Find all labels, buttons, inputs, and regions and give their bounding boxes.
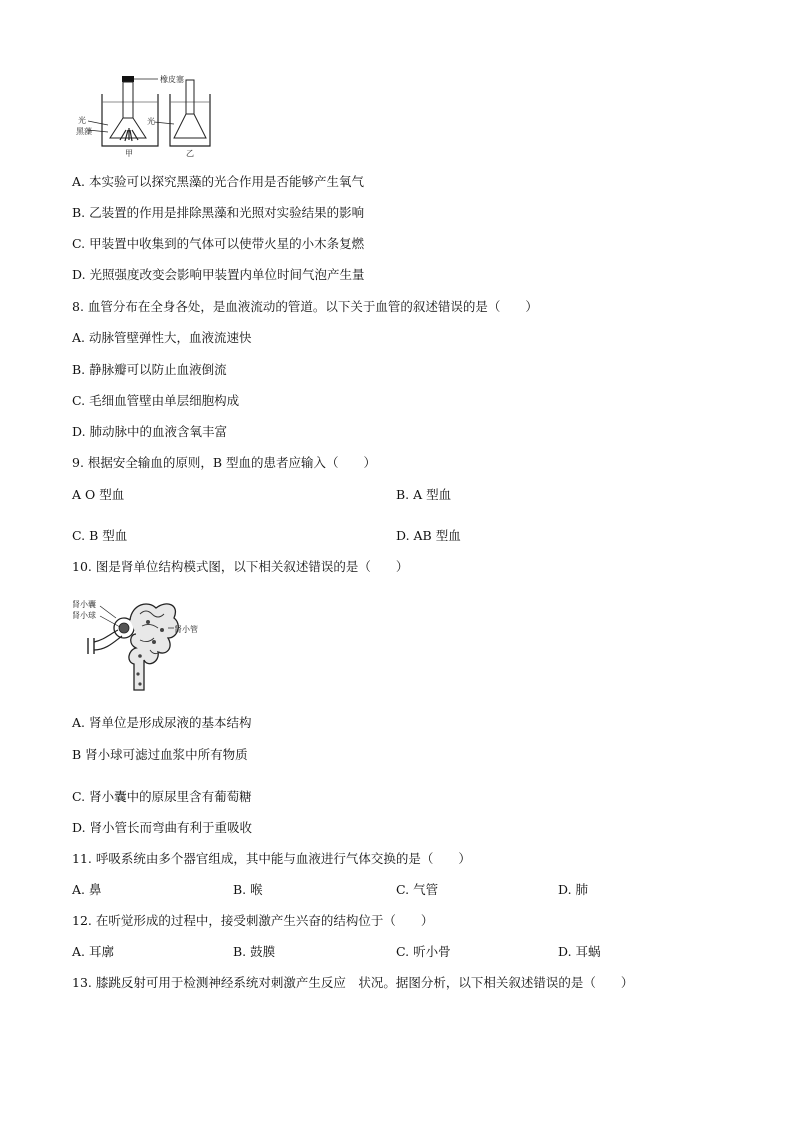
q10-option-d: D. 肾小管长而弯曲有利于重吸收 — [72, 820, 253, 835]
q11-option-c: C. 气管 — [396, 882, 439, 897]
light-label-yi: 光 — [147, 117, 155, 126]
q8-option-a: A. 动脉管壁弹性大，血液流速快 — [72, 330, 252, 345]
q8-stem: 8. 血管分布在全身各处，是血液流动的管道。以下关于血管的叙述错误的是（ ） — [72, 299, 538, 314]
q10-option-c: C. 肾小囊中的原尿里含有葡萄糖 — [72, 789, 252, 804]
q8-option-c: C. 毛细血管壁由单层细胞构成 — [72, 393, 240, 408]
glomerulus-label: 肾小球 — [72, 611, 96, 620]
algae-label: 黑藻 — [76, 127, 92, 136]
rubber-stopper-label: 橡皮塞 — [160, 75, 184, 84]
q11-option-b: B. 喉 — [233, 882, 263, 897]
q11-option-d: D. 肺 — [558, 882, 589, 897]
light-label-jia: 光 — [78, 116, 86, 125]
q7-option-b: B. 乙装置的作用是排除黑藻和光照对实验结果的影响 — [72, 205, 365, 220]
q12-option-b: B. 鼓膜 — [233, 944, 276, 959]
q13-stem: 13. 膝跳反射可用于检测神经系统对刺激产生反应 状况。据图分析，以下相关叙述错误的是（ ） — [72, 975, 634, 990]
q8-option-d: D. 肺动脉中的血液含氧丰富 — [72, 424, 228, 439]
renal-capsule-label: 肾小囊 — [72, 600, 96, 609]
q9-option-b: B. A 型血 — [396, 487, 452, 502]
q7-option-d: D. 光照强度改变会影响甲装置内单位时间气泡产生量 — [72, 267, 365, 282]
beaker-yi-label: 乙 — [186, 149, 194, 158]
q11-option-a: A. 鼻 — [72, 882, 102, 897]
q12-option-c: C. 听小骨 — [396, 944, 451, 959]
q7-option-a: A. 本实验可以探究黑藻的光合作用是否能够产生氧气 — [72, 174, 364, 189]
renal-tubule-label: 肾小管 — [174, 625, 198, 634]
q9-option-d: D. AB 型血 — [396, 528, 461, 543]
q12-option-a: A. 耳廓 — [72, 944, 114, 959]
q12-option-d: D. 耳蜗 — [558, 944, 601, 959]
beaker-jia-label: 甲 — [125, 149, 133, 158]
q11-stem: 11. 呼吸系统由多个器官组成，其中能与血液进行气体交换的是（ ） — [72, 851, 471, 866]
q9-option-c: C. B 型血 — [72, 528, 128, 543]
q8-option-b: B. 静脉瓣可以防止血液倒流 — [72, 362, 227, 377]
q10-option-a: A. 肾单位是形成尿液的基本结构 — [72, 715, 252, 730]
q9-stem: 9. 根据安全输血的原则，B 型血的患者应输入（ ） — [72, 455, 377, 470]
q10-stem: 10. 图是肾单位结构模式图，以下相关叙述错误的是（ ） — [72, 559, 409, 574]
q9-option-a: A O 型血 — [72, 487, 125, 502]
q10-option-b: B 肾小球可滤过血浆中所有物质 — [72, 747, 248, 762]
nephron-figure — [70, 594, 210, 696]
photosynthesis-apparatus-figure — [76, 72, 226, 160]
q12-stem: 12. 在听觉形成的过程中，接受刺激产生兴奋的结构位于（ ） — [72, 913, 434, 928]
q7-option-c: C. 甲装置中收集到的气体可以使带火星的小木条复燃 — [72, 236, 365, 251]
